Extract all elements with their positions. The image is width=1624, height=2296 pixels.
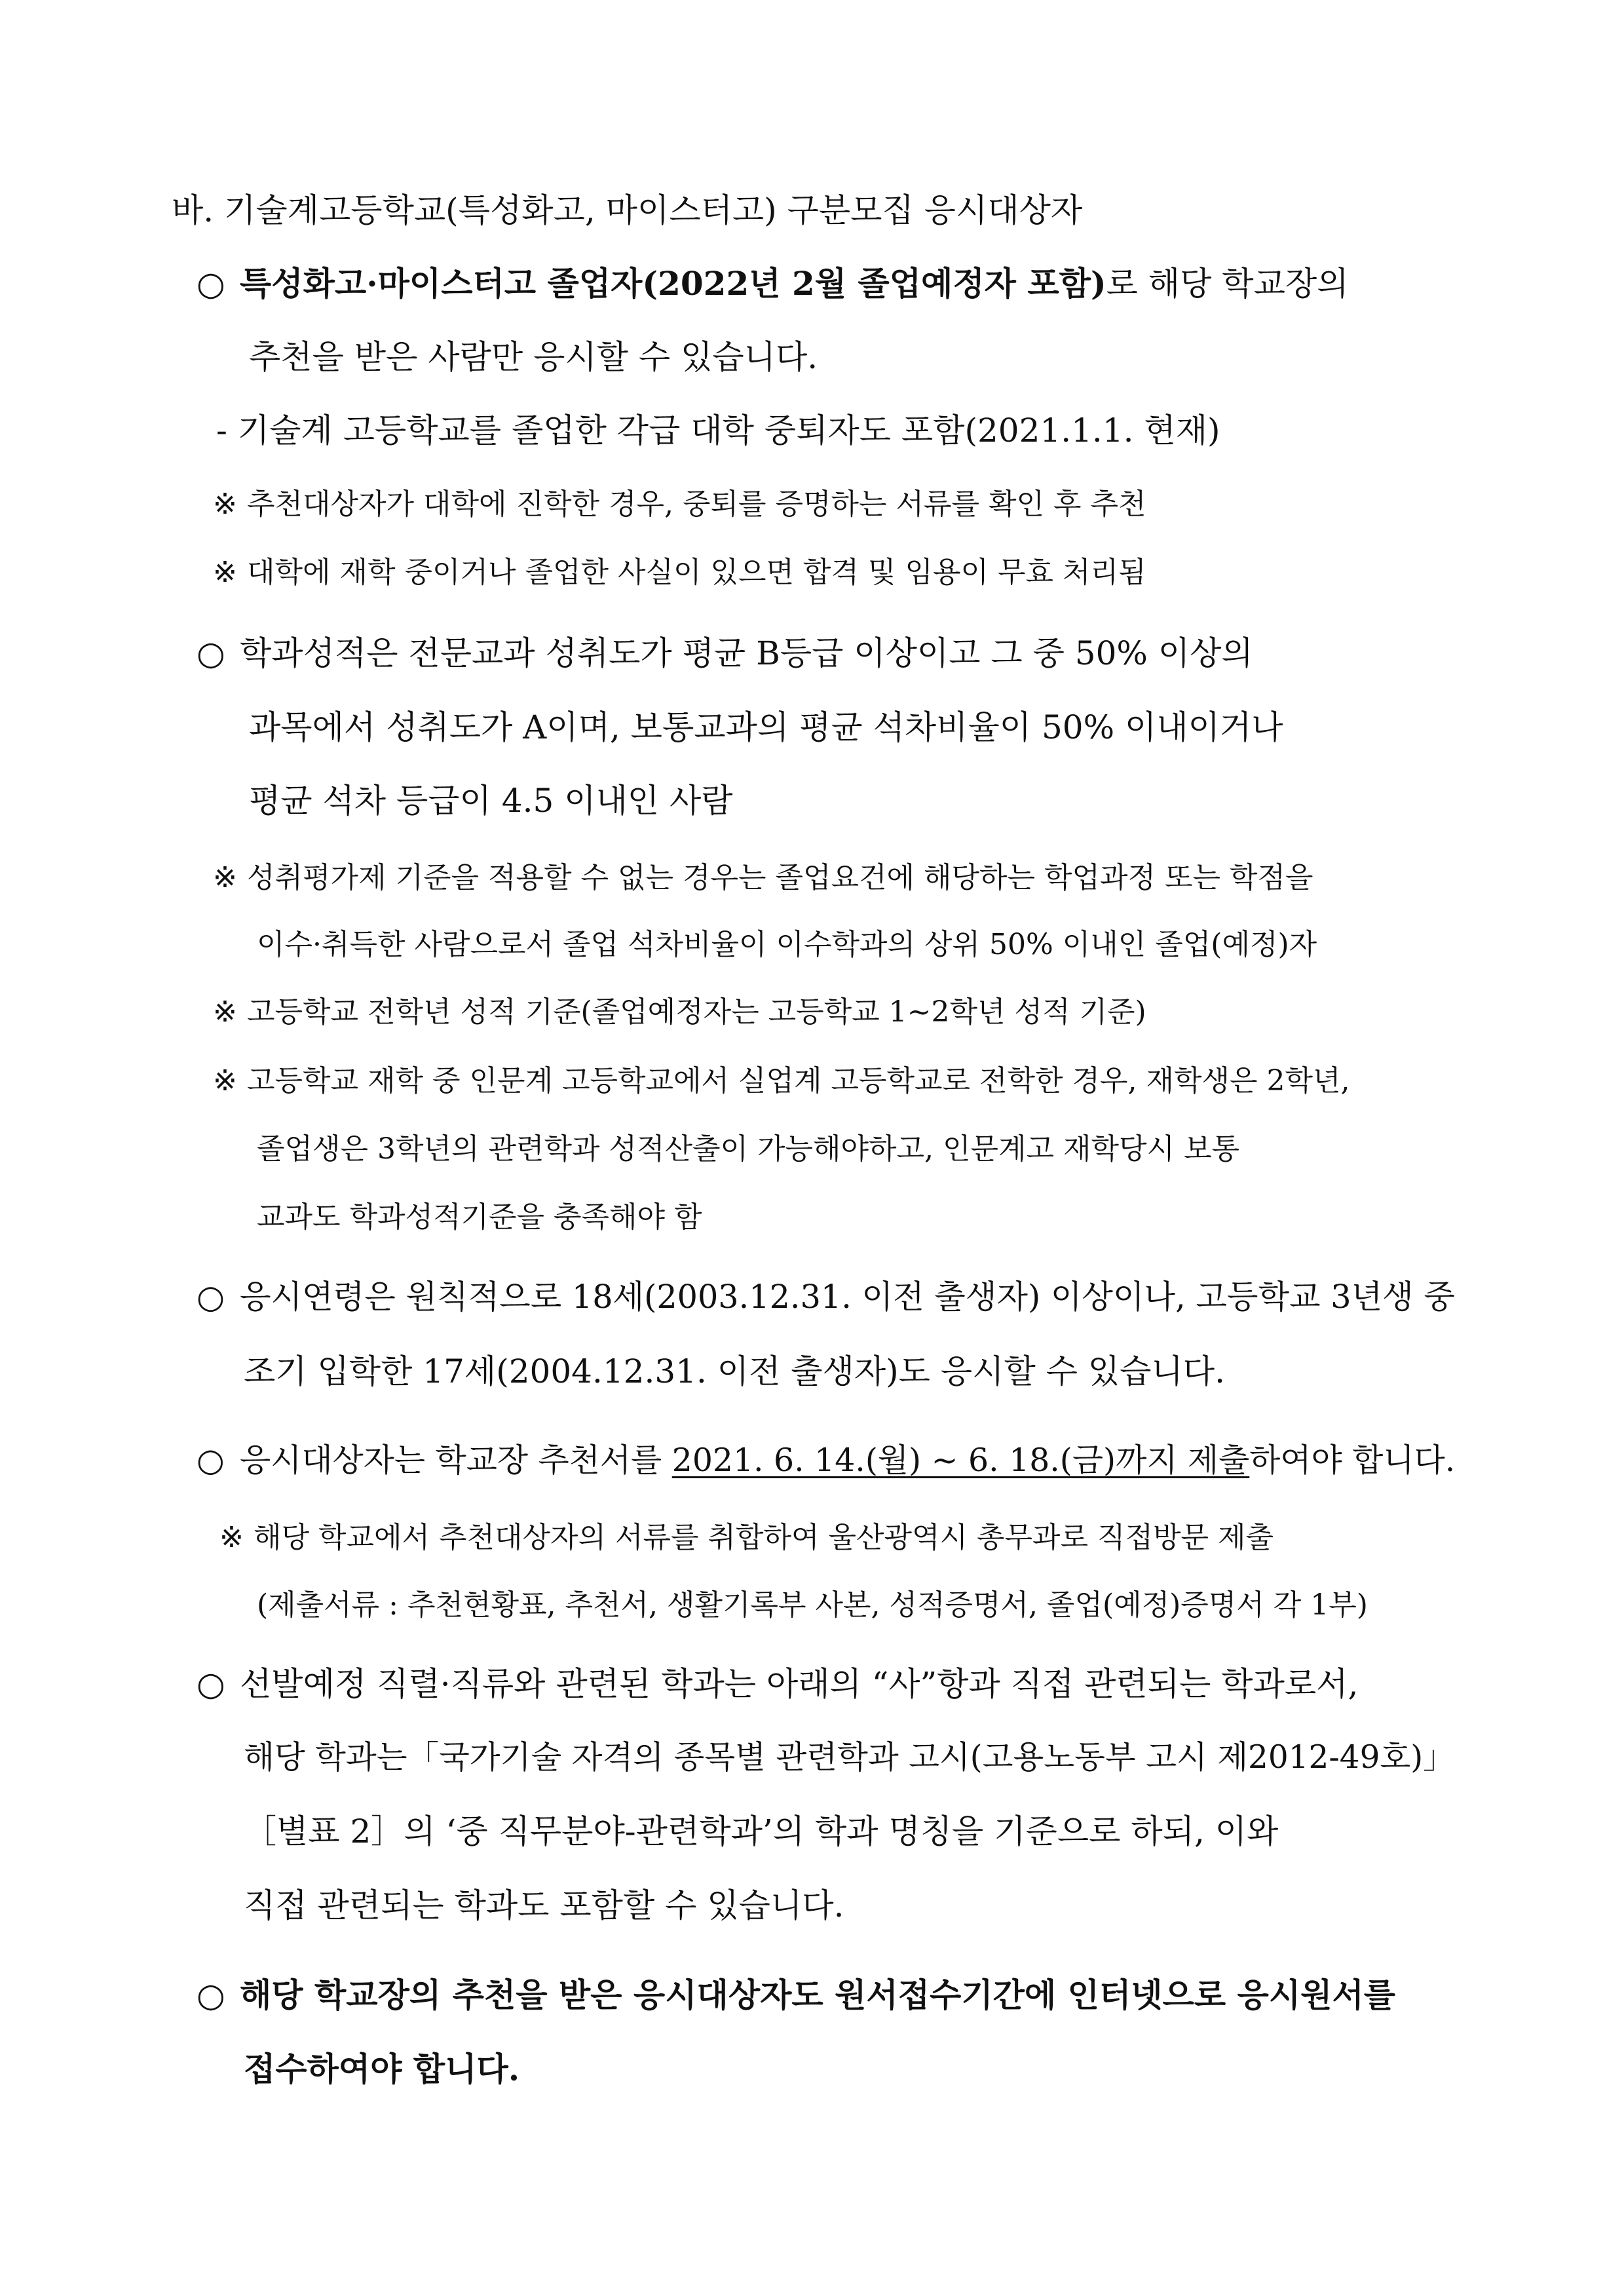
item-1-note-2 [213,558,1146,587]
item-2-line-1 [197,634,1253,672]
item-4-note [219,1523,1274,1552]
item-2-note-1b: 이수·취득한 사람으로서 졸업 석차비율이 이수학과의 상위 50% 이내인 졸업(예정)자 [257,928,1317,961]
item-4-documents: (제출서류 : 추천현황표, 추천서, 생활기록부 사본, 성적증명서, 졸업(예정)증명서 각 1부) [257,1588,1368,1622]
item-3-line-1-text: 응시연령은 원칙적으로 18세(2003.12.31. 이전 출생자) 이상이나, 고등학교 3년생 중 [240,1278,1455,1316]
circle-bullet-icon: ○ [197,1976,225,2014]
item-1-note-1-text: 추천대상자가 대학에 진학한 경우, 중퇴를 증명하는 서류를 확인 후 추천 [247,488,1146,521]
item-1-dash-line [216,411,1220,450]
item-5-line-3: ［별표 2］의 ‘중 직무분야-관련학과’의 학과 명칭을 기준으로 하되, 이와 [244,1812,1279,1850]
item-6-line-1-text: 해당 학교장의 추천을 받은 응시대상자도 원서접수기간에 인터넷으로 응시원서를 [240,1976,1396,2014]
item-2-line-3: 평균 석차 등급이 4.5 이내인 사람 [249,782,733,820]
item-5-line-4: 직접 관련되는 학과도 포함할 수 있습니다. [244,1886,844,1924]
item-5-line-1-text: 선발예정 직렬·직류와 관련된 학과는 아래의 “사”항과 직접 관련되는 학과로서, [240,1665,1359,1703]
item-1-line-2: 추천을 받은 사람만 응시할 수 있습니다. [249,338,818,376]
item-2-note-3c: 교과도 학과성적기준을 충족해야 함 [257,1200,702,1234]
item-6-line-1 [197,1976,1396,2014]
item-5-line-2: 해당 학과는「국가기술 자격의 종목별 관련학과 고시(고용노동부 고시 제2012-49호)」 [244,1739,1455,1776]
submission-deadline: 2021. 6. 14.(월) ~ 6. 18.(금)까지 제출 [671,1442,1250,1479]
item-1-rest-text: 로 해당 학교장의 [1106,265,1349,303]
item-1-note-1 [213,490,1146,519]
item-2-note-1a-text: 성취평가제 기준을 적용할 수 없는 경우는 졸업요건에 해당하는 학업과정 또는 학점을 [247,861,1313,894]
item-1-dash-text: 기술계 고등학교를 졸업한 각급 대학 중퇴자도 포함(2021.1.1. 현재) [237,411,1220,450]
reference-mark-icon: ※ [213,861,237,894]
item-1-note-2-text: 대학에 재학 중이거나 졸업한 사실이 있으면 합격 및 임용이 무효 처리됨 [247,556,1146,589]
reference-mark-icon: ※ [213,488,237,521]
dash-bullet-icon: - [216,411,227,450]
circle-bullet-icon: ○ [197,1665,225,1703]
item-4-line-1 [197,1442,1456,1479]
item-1-bold-text: 특성화고·마이스터고 졸업자(2022년 2월 졸업예정자 포함) [240,264,1106,303]
circle-bullet-icon: ○ [197,265,225,303]
section-heading: 바. 기술계고등학교(특성화고, 마이스터고) 구분모집 응시대상자 [172,191,1083,229]
reference-mark-icon: ※ [213,556,237,589]
reference-mark-icon: ※ [213,995,237,1029]
item-2-note-2 [213,995,1146,1029]
item-5-line-1 [197,1665,1359,1703]
item-3-line-2: 조기 입학한 17세(2004.12.31. 이전 출생자)도 응시할 수 있습니다. [244,1352,1225,1390]
item-2-note-2-text: 고등학교 전학년 성적 기준(졸업예정자는 고등학교 1~2학년 성적 기준) [247,995,1146,1029]
item-3-line-1 [197,1278,1455,1316]
item-2-line-1-text: 학과성적은 전문교과 성취도가 평균 B등급 이상이고 그 중 50% 이상의 [240,634,1253,672]
item-2-note-3a [213,1064,1350,1098]
reference-mark-icon: ※ [219,1521,244,1554]
item-2-note-1a [213,861,1313,894]
item-2-note-3b: 졸업생은 3학년의 관련학과 성적산출이 가능해야하고, 인문계고 재학당시 보통 [257,1132,1240,1166]
item-4-post-text: 하여야 합니다. [1249,1442,1456,1479]
circle-bullet-icon: ○ [197,634,225,672]
circle-bullet-icon: ○ [197,1442,225,1479]
item-2-note-3a-text: 고등학교 재학 중 인문계 고등학교에서 실업계 고등학교로 전학한 경우, 재학생은 2학년, [247,1064,1350,1098]
reference-mark-icon: ※ [213,1064,237,1098]
item-4-pre-text: 응시대상자는 학교장 추천서를 [240,1442,672,1479]
item-4-note-text: 해당 학교에서 추천대상자의 서류를 취합하여 울산광역시 총무과로 직접방문 제출 [254,1521,1274,1554]
circle-bullet-icon: ○ [197,1278,225,1316]
item-1-line-1 [197,264,1454,303]
item-2-line-2: 과목에서 성취도가 A이며, 보통교과의 평균 석차비율이 50% 이내이거나 [249,708,1283,746]
item-6-line-2: 접수하여야 합니다. [244,2050,520,2088]
